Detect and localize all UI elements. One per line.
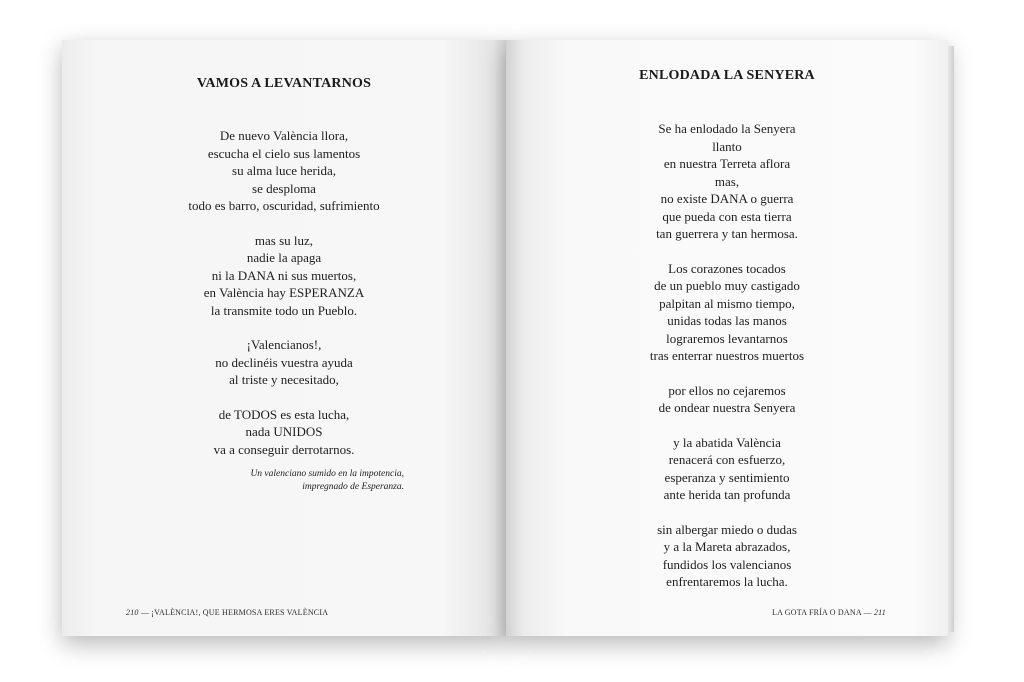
poem-title: VAMOS A LEVANTARNOS [196,76,372,91]
poem-line: nada UNIDOS [245,424,323,439]
left-page [62,40,506,636]
footer-separator: — [863,608,872,617]
stanza [506,434,948,504]
running-title: ¡VALÈNCIA!, QUE HERMOSA ERES VALÈNCIA [151,608,329,617]
poem-line: ¡Valencianos!, [246,337,322,352]
poem-line: de ondear nuestra Senyera [658,400,796,415]
poem-line: sin albergar miedo o dudas [657,521,797,537]
poem-line: todo es barro, oscuridad, sufrimiento [188,198,380,213]
poem-line: va a conseguir derrotarnos. [213,441,355,457]
signature-line: impregnado de Esperanza. [302,482,404,492]
stanza [62,232,506,320]
poem-line: no existe DANA o guerra [660,191,794,206]
poem-line: esperanza y sentimiento [664,469,790,485]
stanza [506,260,948,365]
page-number: 210 [126,608,139,617]
poem-line: en València hay ESPERANZA [203,285,365,300]
poem-line: De nuevo València llora, [219,128,349,143]
poem-line: su alma luce herida, [232,163,336,178]
poem-line: ante herida tan profunda [663,487,791,502]
poem-line: nadie la apaga [246,250,322,265]
poem-line: mas su luz, [254,232,314,248]
poem-line: de TODOS es esta lucha, [218,406,350,422]
poem-body [62,127,506,475]
open-book [62,40,948,636]
stanza [506,120,948,243]
right-page [506,40,948,636]
poem-line: escucha el cielo sus lamentos [207,145,361,161]
poem-line: y la abatida València [673,434,781,450]
poem-line: ni la DANA ni sus muertos, [211,267,357,283]
poem-line: enfrentaremos la lucha. [666,574,788,589]
poem-title: ENLODADA LA SENYERA [639,68,815,83]
stanza [506,521,948,591]
signature-line: Un valenciano sumido en la impotencia, [250,469,404,479]
poem-line: y a la Mareta abrazados, [663,539,791,554]
poem-line: Se ha enlodado la Senyera [658,121,796,136]
poem-signature [250,468,404,494]
poem-line: tan guerrera y tan hermosa. [656,226,798,241]
stanza [506,382,948,417]
footer-separator: — [140,608,150,617]
poem-line: lograremos levantarnos [666,330,788,346]
page-footer [126,608,328,617]
poem-line: no declinéis vuestra ayuda [215,354,353,370]
poem-line: palpitan al mismo tiempo, [659,295,795,311]
poem-line: de un pueblo muy castigado [654,278,800,293]
poem-line: en nuestra Terreta aflora [663,156,791,171]
poem-line: la transmite todo un Pueblo. [210,302,358,318]
stanza [62,336,506,389]
poem-line: mas, [714,173,740,189]
poem-line: llanto [712,138,742,154]
page-number: 211 [873,608,886,617]
poem-line: unidas todas las manos [667,313,787,328]
poem-line: tras enterrar nuestros muertos [649,348,805,363]
poem-line: se desploma [252,180,316,196]
page-footer [772,608,886,617]
poem-line: por ellos no cejaremos [668,382,786,398]
poem-line: al triste y necesitado, [229,372,339,387]
poem-line: renacerá con esfuerzo, [668,452,786,467]
poem-line: que pueda con esta tierra [662,208,792,224]
poem-body [506,120,948,608]
stanza [62,127,506,215]
stanza [62,406,506,459]
poem-line: Los corazones tocados [668,260,786,276]
poem-line: fundidos los valencianos [662,556,792,572]
running-title: LA GOTA FRÍA O DANA [771,608,862,617]
